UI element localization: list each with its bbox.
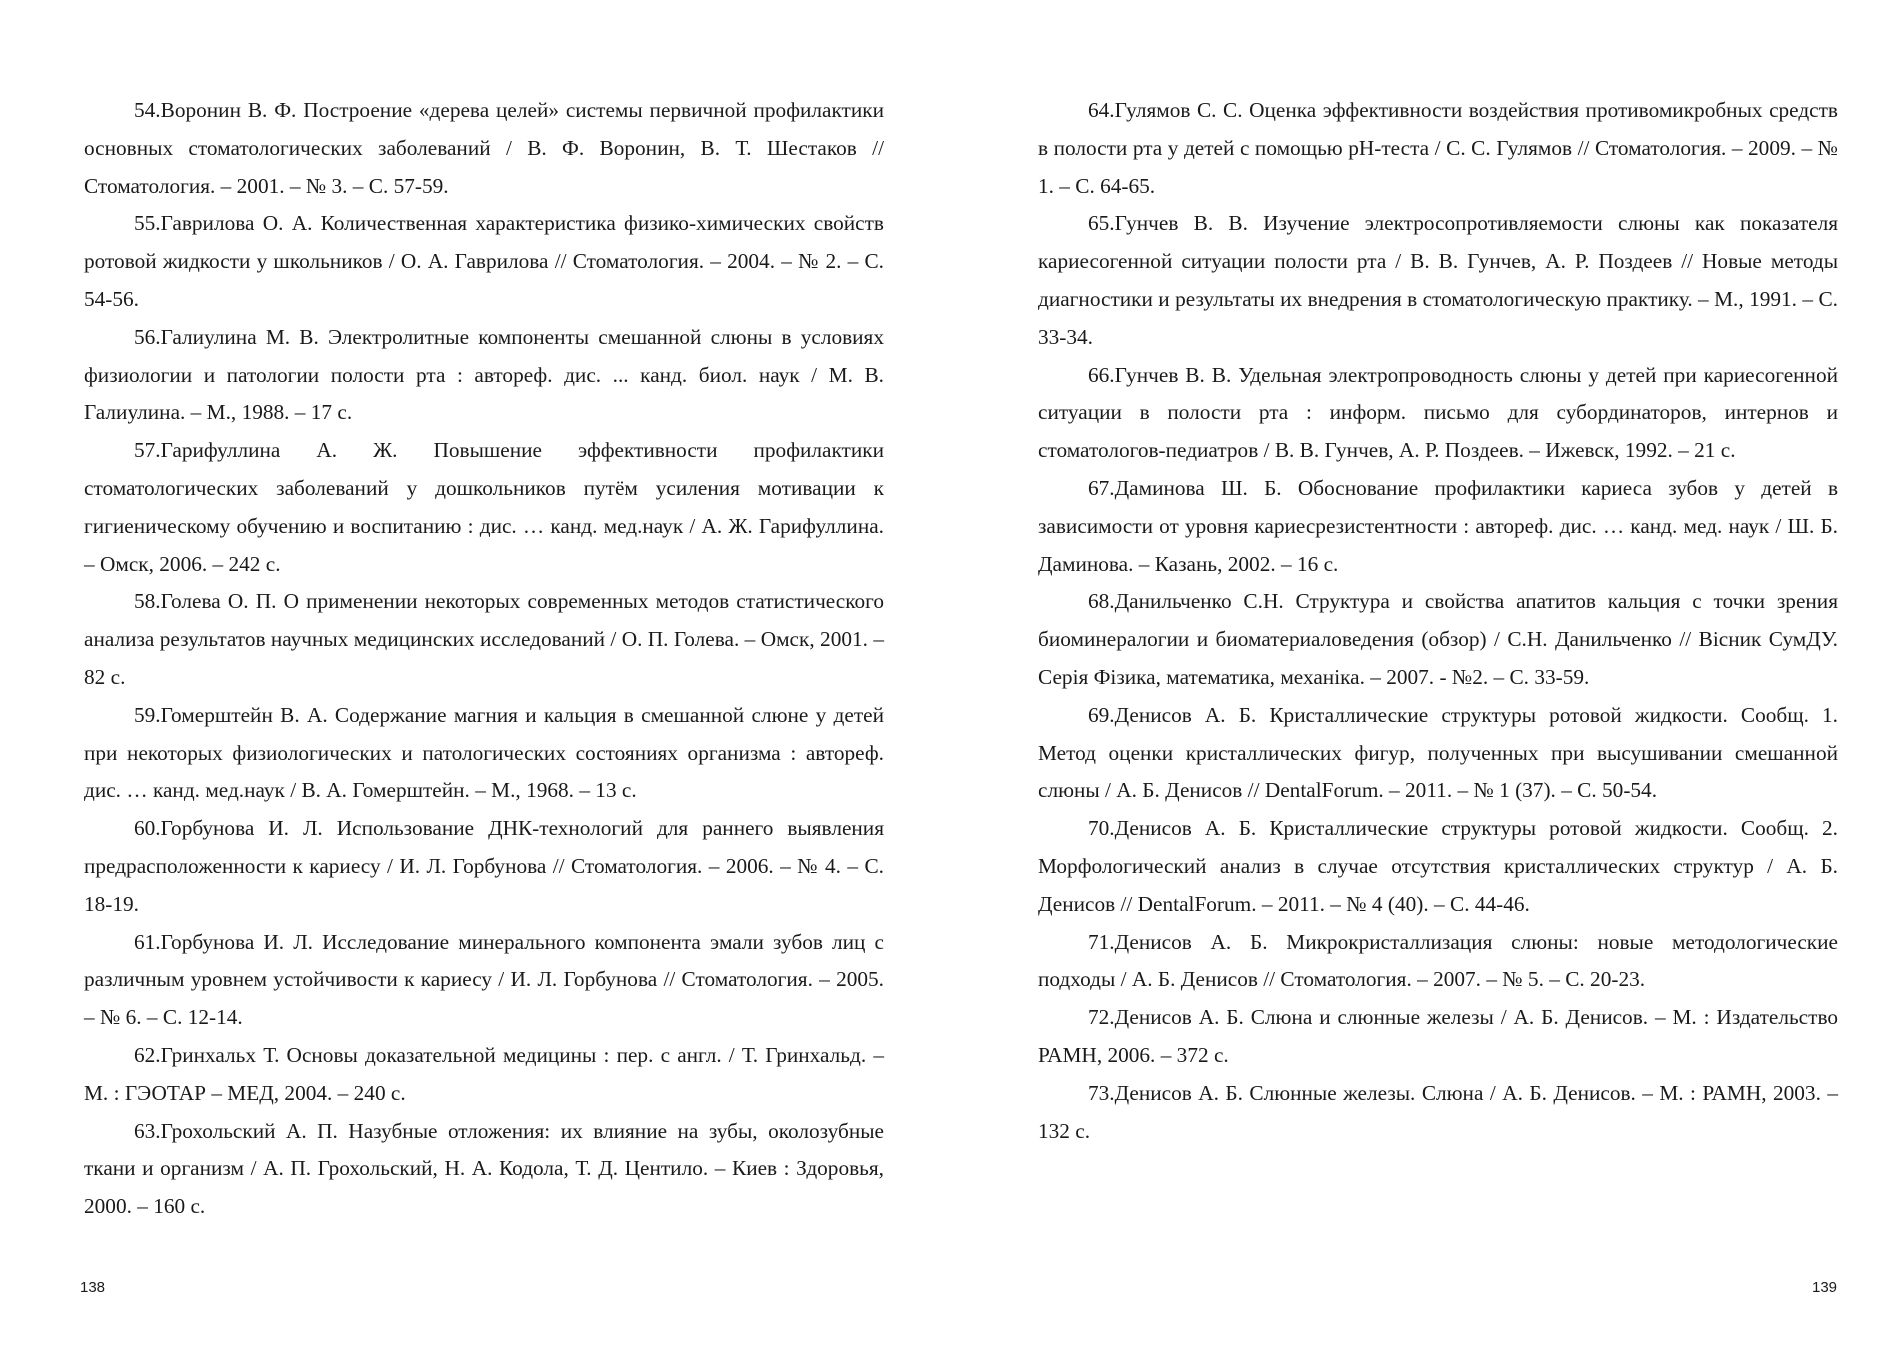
reference-item-55: 55.Гаврилова О. А. Количественная характеристика физико-химических свойств ротовой жидкости у школьников / О. А. Гаврилова // Стоматология. – 2004. – № 2. – С. 54-56. [84,211,884,311]
page-number-left: 138 [80,1279,106,1296]
reference-item-68: 68.Данильченко С.Н. Структура и свойства апатитов кальция с точки зрения биоминералогии и биоматериаловедения (обзор) / С.Н. Данильченко // Вісник СумДУ. Серія Фізика, математика, механіка. – 2007. - №2. – С. 33-59. [1038,589,1838,689]
reference-item-72: 72.Денисов А. Б. Слюна и слюнные железы / А. Б. Денисов. – М. : Издательство РАМН, 2006. – 372 с. [1038,1005,1838,1067]
reference-item-59: 59.Гомерштейн В. А. Содержание магния и кальция в смешанной слюне у детей при некоторых физиологических и патологических состояниях организма : автореф. дис. … канд. мед.наук / В. А. Гомерштейн. – М., 1968. – 13 с. [84,702,884,803]
reference-item-70: 70.Денисов А. Б. Кристаллические структуры ротовой жидкости. Сообщ. 2. Морфологический анализ в случае отсутствия кристаллических структур / А. Б. Денисов // DentalForum. – 2011. – № 4 (40). – С. 44-46. [1038,816,1838,916]
reference-item-73: 73.Денисов А. Б. Слюнные железы. Слюна / А. Б. Денисов. – М. : РАМН, 2003. – 132 с. [1038,1080,1838,1143]
right-page [1038,92,1838,1150]
reference-item-66: 66.Гунчев В. В. Удельная электропроводность слюны у детей при кариесогенной ситуации в полости рта : информ. письмо для субординаторов, интернов и стоматологов-педиатров / В. В. Гунчев, А. Р. Поздеев. – Ижевск, 1992. – 21 с. [1038,362,1838,463]
reference-list-left [84,92,884,1226]
reference-item-62: 62.Гринхальх Т. Основы доказательной медицины : пер. с англ. / Т. Гринхальд. – М. : ГЭОТАР – МЕД, 2004. – 240 с. [84,1042,884,1105]
reference-item-60: 60.Горбунова И. Л. Использование ДНК-технологий для раннего выявления предрасположенности к кариесу / И. Л. Горбунова // Стоматология. – 2006. – № 4. – С. 18-19. [84,816,884,916]
reference-item-69: 69.Денисов А. Б. Кристаллические структуры ротовой жидкости. Сообщ. 1. Метод оценки кристаллических фигур, полученных при высушивании смешанной слюны / А. Б. Денисов // DentalForum. – 2011. – № 1 (37). – С. 50-54. [1038,702,1838,803]
reference-item-71: 71.Денисов А. Б. Микрокристаллизация слюны: новые методологические подходы / А. Б. Денисов // Стоматология. – 2007. – № 5. – С. 20-23. [1038,929,1838,992]
reference-item-56: 56.Галиулина М. В. Электролитные компоненты смешанной слюны в условиях физиологии и патологии полости рта : автореф. дис. ... канд. биол. наук / М. В. Галиулина. – М., 1988. – 17 с. [84,324,884,425]
reference-item-67: 67.Даминова Ш. Б. Обоснование профилактики кариеса зубов у детей в зависимости от уровня кариесрезистентности : автореф. дис. … канд. мед. наук / Ш. Б. Даминова. – Казань, 2002. – 16 с. [1038,475,1838,576]
page-number-right: 139 [1812,1279,1838,1296]
reference-item-65: 65.Гунчев В. В. Изучение электросопротивляемости слюны как показателя кариесогенной ситуации полости рта / В. В. Гунчев, А. Р. Поздеев // Новые методы диагностики и результаты их внедрения в стоматологическую практику. – М., 1991. – С. 33-34. [1038,211,1838,349]
reference-item-61: 61.Горбунова И. Л. Исследование минерального компонента эмали зубов лиц с различным уровнем устойчивости к кариесу / И. Л. Горбунова // Стоматология. – 2005. – № 6. – С. 12-14. [84,929,884,1030]
reference-list-right [1038,92,1838,1150]
reference-item-57: 57.Гарифуллина А. Ж. Повышение эффективности профилактики стоматологических заболеваний у дошкольников путём усиления мотивации к гигиеническому обучению и воспитанию : дис. … канд. мед.наук / А. Ж. Гарифуллина. – Омск, 2006. – 242 с. [84,438,884,576]
reference-item-63: 63.Грохольский А. П. Назубные отложения: их влияние на зубы, околозубные ткани и организм / А. П. Грохольский, Н. А. Кодола, Т. Д. Центило. – Киев : Здоровья, 2000. – 160 с. [84,1118,884,1219]
reference-item-64: 64.Гулямов С. С. Оценка эффективности воздействия противомикробных средств в полости рта у детей с помощью pH-теста / С. С. Гулямов // Стоматология. – 2009. – № 1. – С. 64-65. [1038,98,1838,198]
left-page [84,92,884,1226]
reference-item-58: 58.Голева О. П. О применении некоторых современных методов статистического анализа результатов научных медицинских исследований / О. П. Голева. – Омск, 2001. – 82 с. [84,589,884,689]
reference-item-54: 54.Воронин В. Ф. Построение «дерева целей» системы первичной профилактики основных стоматологических заболеваний / В. Ф. Воронин, В. Т. Шестаков // Стоматология. – 2001. – № 3. – С. 57-59. [84,98,884,198]
